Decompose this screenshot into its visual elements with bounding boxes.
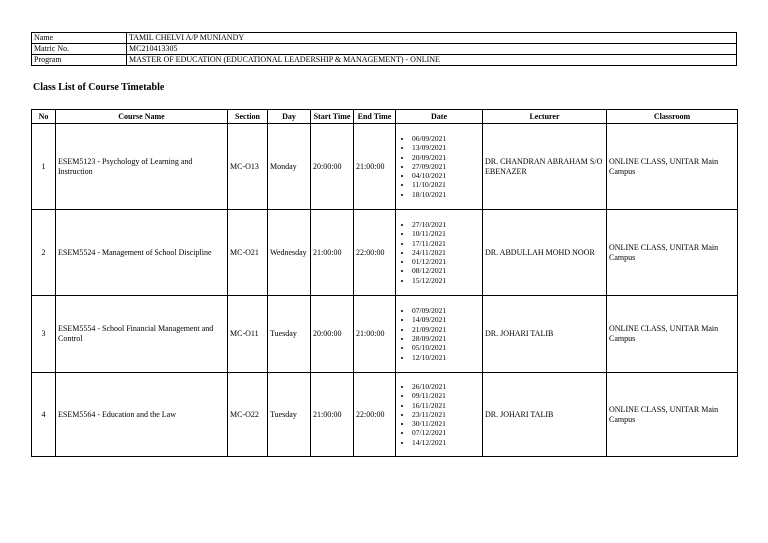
student-name-row <box>32 33 737 44</box>
row-day: Monday <box>268 124 311 210</box>
header-lecturer: Lecturer <box>483 110 607 124</box>
row-course-name: ESEM5123 - Psychology of Learning and Instruction <box>56 124 228 210</box>
date-item: • 15/12/2021 <box>412 276 480 285</box>
row-course-name: ESEM5524 - Management of School Discipline <box>56 210 228 296</box>
date-item: • 14/09/2021 <box>412 315 480 324</box>
header-date: Date <box>396 110 483 124</box>
name-label: Name <box>32 33 127 44</box>
header-day: Day <box>268 110 311 124</box>
row-end-time: 22:00:00 <box>354 210 396 296</box>
matric-label: Matric No. <box>32 44 127 55</box>
row-end-time: 21:00:00 <box>354 124 396 210</box>
date-item: • 28/09/2021 <box>412 334 480 343</box>
header-course-name: Course Name <box>56 110 228 124</box>
date-list <box>398 220 480 285</box>
row-section: MC-O22 <box>228 373 268 457</box>
header-no: No <box>32 110 56 124</box>
row-classroom: ONLINE CLASS, UNITAR Main Campus <box>607 210 738 296</box>
row-start-time: 21:00:00 <box>311 210 354 296</box>
date-item: • 07/12/2021 <box>412 428 480 437</box>
row-classroom: ONLINE CLASS, UNITAR Main Campus <box>607 373 738 457</box>
date-item: • 01/12/2021 <box>412 257 480 266</box>
date-item: • 07/09/2021 <box>412 306 480 315</box>
row-start-time: 20:00:00 <box>311 296 354 373</box>
date-item: • 18/10/2021 <box>412 190 480 199</box>
date-list <box>398 306 480 362</box>
row-section: MC-O11 <box>228 296 268 373</box>
date-item: • 26/10/2021 <box>412 382 480 391</box>
date-list <box>398 134 480 199</box>
date-item: • 20/09/2021 <box>412 153 480 162</box>
page-title: Class List of Course Timetable <box>33 82 165 93</box>
date-item: • 21/09/2021 <box>412 325 480 334</box>
date-item: • 13/09/2021 <box>412 143 480 152</box>
date-item: • 06/09/2021 <box>412 134 480 143</box>
row-end-time: 22:00:00 <box>354 373 396 457</box>
course-timetable <box>31 109 738 457</box>
header-classroom: Classroom <box>607 110 738 124</box>
row-day: Wednesday <box>268 210 311 296</box>
name-value: TAMIL CHELVI A/P MUNIANDY <box>127 33 737 44</box>
program-label: Program <box>32 55 127 66</box>
row-end-time: 21:00:00 <box>354 296 396 373</box>
row-course-name: ESEM5564 - Education and the Law <box>56 373 228 457</box>
row-lecturer: DR. ABDULLAH MOHD NOOR <box>483 210 607 296</box>
date-item: • 09/11/2021 <box>412 391 480 400</box>
date-item: • 12/10/2021 <box>412 353 480 362</box>
matric-value: MC210413305 <box>127 44 737 55</box>
date-item: • 27/10/2021 <box>412 220 480 229</box>
header-end-time: End Time <box>354 110 396 124</box>
header-start-time: Start Time <box>311 110 354 124</box>
date-item: • 27/09/2021 <box>412 162 480 171</box>
row-no: 2 <box>32 210 56 296</box>
row-section: MC-O21 <box>228 210 268 296</box>
row-start-time: 21:00:00 <box>311 373 354 457</box>
date-item: • 23/11/2021 <box>412 410 480 419</box>
row-dates <box>396 210 483 296</box>
row-course-name: ESEM5554 - School Financial Management and Control <box>56 296 228 373</box>
date-item: • 16/11/2021 <box>412 401 480 410</box>
row-lecturer: DR. JOHARI TALIB <box>483 296 607 373</box>
table-row <box>32 373 738 457</box>
row-start-time: 20:00:00 <box>311 124 354 210</box>
row-no: 4 <box>32 373 56 457</box>
row-day: Tuesday <box>268 296 311 373</box>
date-item: • 11/10/2021 <box>412 180 480 189</box>
row-no: 3 <box>32 296 56 373</box>
row-dates <box>396 373 483 457</box>
table-row <box>32 210 738 296</box>
date-item: • 08/12/2021 <box>412 266 480 275</box>
matric-row <box>32 44 737 55</box>
row-lecturer: DR. CHANDRAN ABRAHAM S/O EBENAZER <box>483 124 607 210</box>
student-info-table <box>31 32 737 66</box>
date-list <box>398 382 480 447</box>
date-item: • 05/10/2021 <box>412 343 480 352</box>
date-item: • 04/10/2021 <box>412 171 480 180</box>
row-dates <box>396 124 483 210</box>
table-header-row <box>32 110 738 124</box>
row-dates <box>396 296 483 373</box>
program-row <box>32 55 737 66</box>
date-item: • 30/11/2021 <box>412 419 480 428</box>
row-section: MC-O13 <box>228 124 268 210</box>
header-section: Section <box>228 110 268 124</box>
row-classroom: ONLINE CLASS, UNITAR Main Campus <box>607 124 738 210</box>
date-item: • 24/11/2021 <box>412 248 480 257</box>
table-row <box>32 296 738 373</box>
row-no: 1 <box>32 124 56 210</box>
row-day: Tuesday <box>268 373 311 457</box>
date-item: • 14/12/2021 <box>412 438 480 447</box>
date-item: • 17/11/2021 <box>412 239 480 248</box>
row-classroom: ONLINE CLASS, UNITAR Main Campus <box>607 296 738 373</box>
date-item: • 10/11/2021 <box>412 229 480 238</box>
row-lecturer: DR. JOHARI TALIB <box>483 373 607 457</box>
table-row <box>32 124 738 210</box>
program-value: MASTER OF EDUCATION (EDUCATIONAL LEADERSHIP & MANAGEMENT) - ONLINE <box>127 55 737 66</box>
